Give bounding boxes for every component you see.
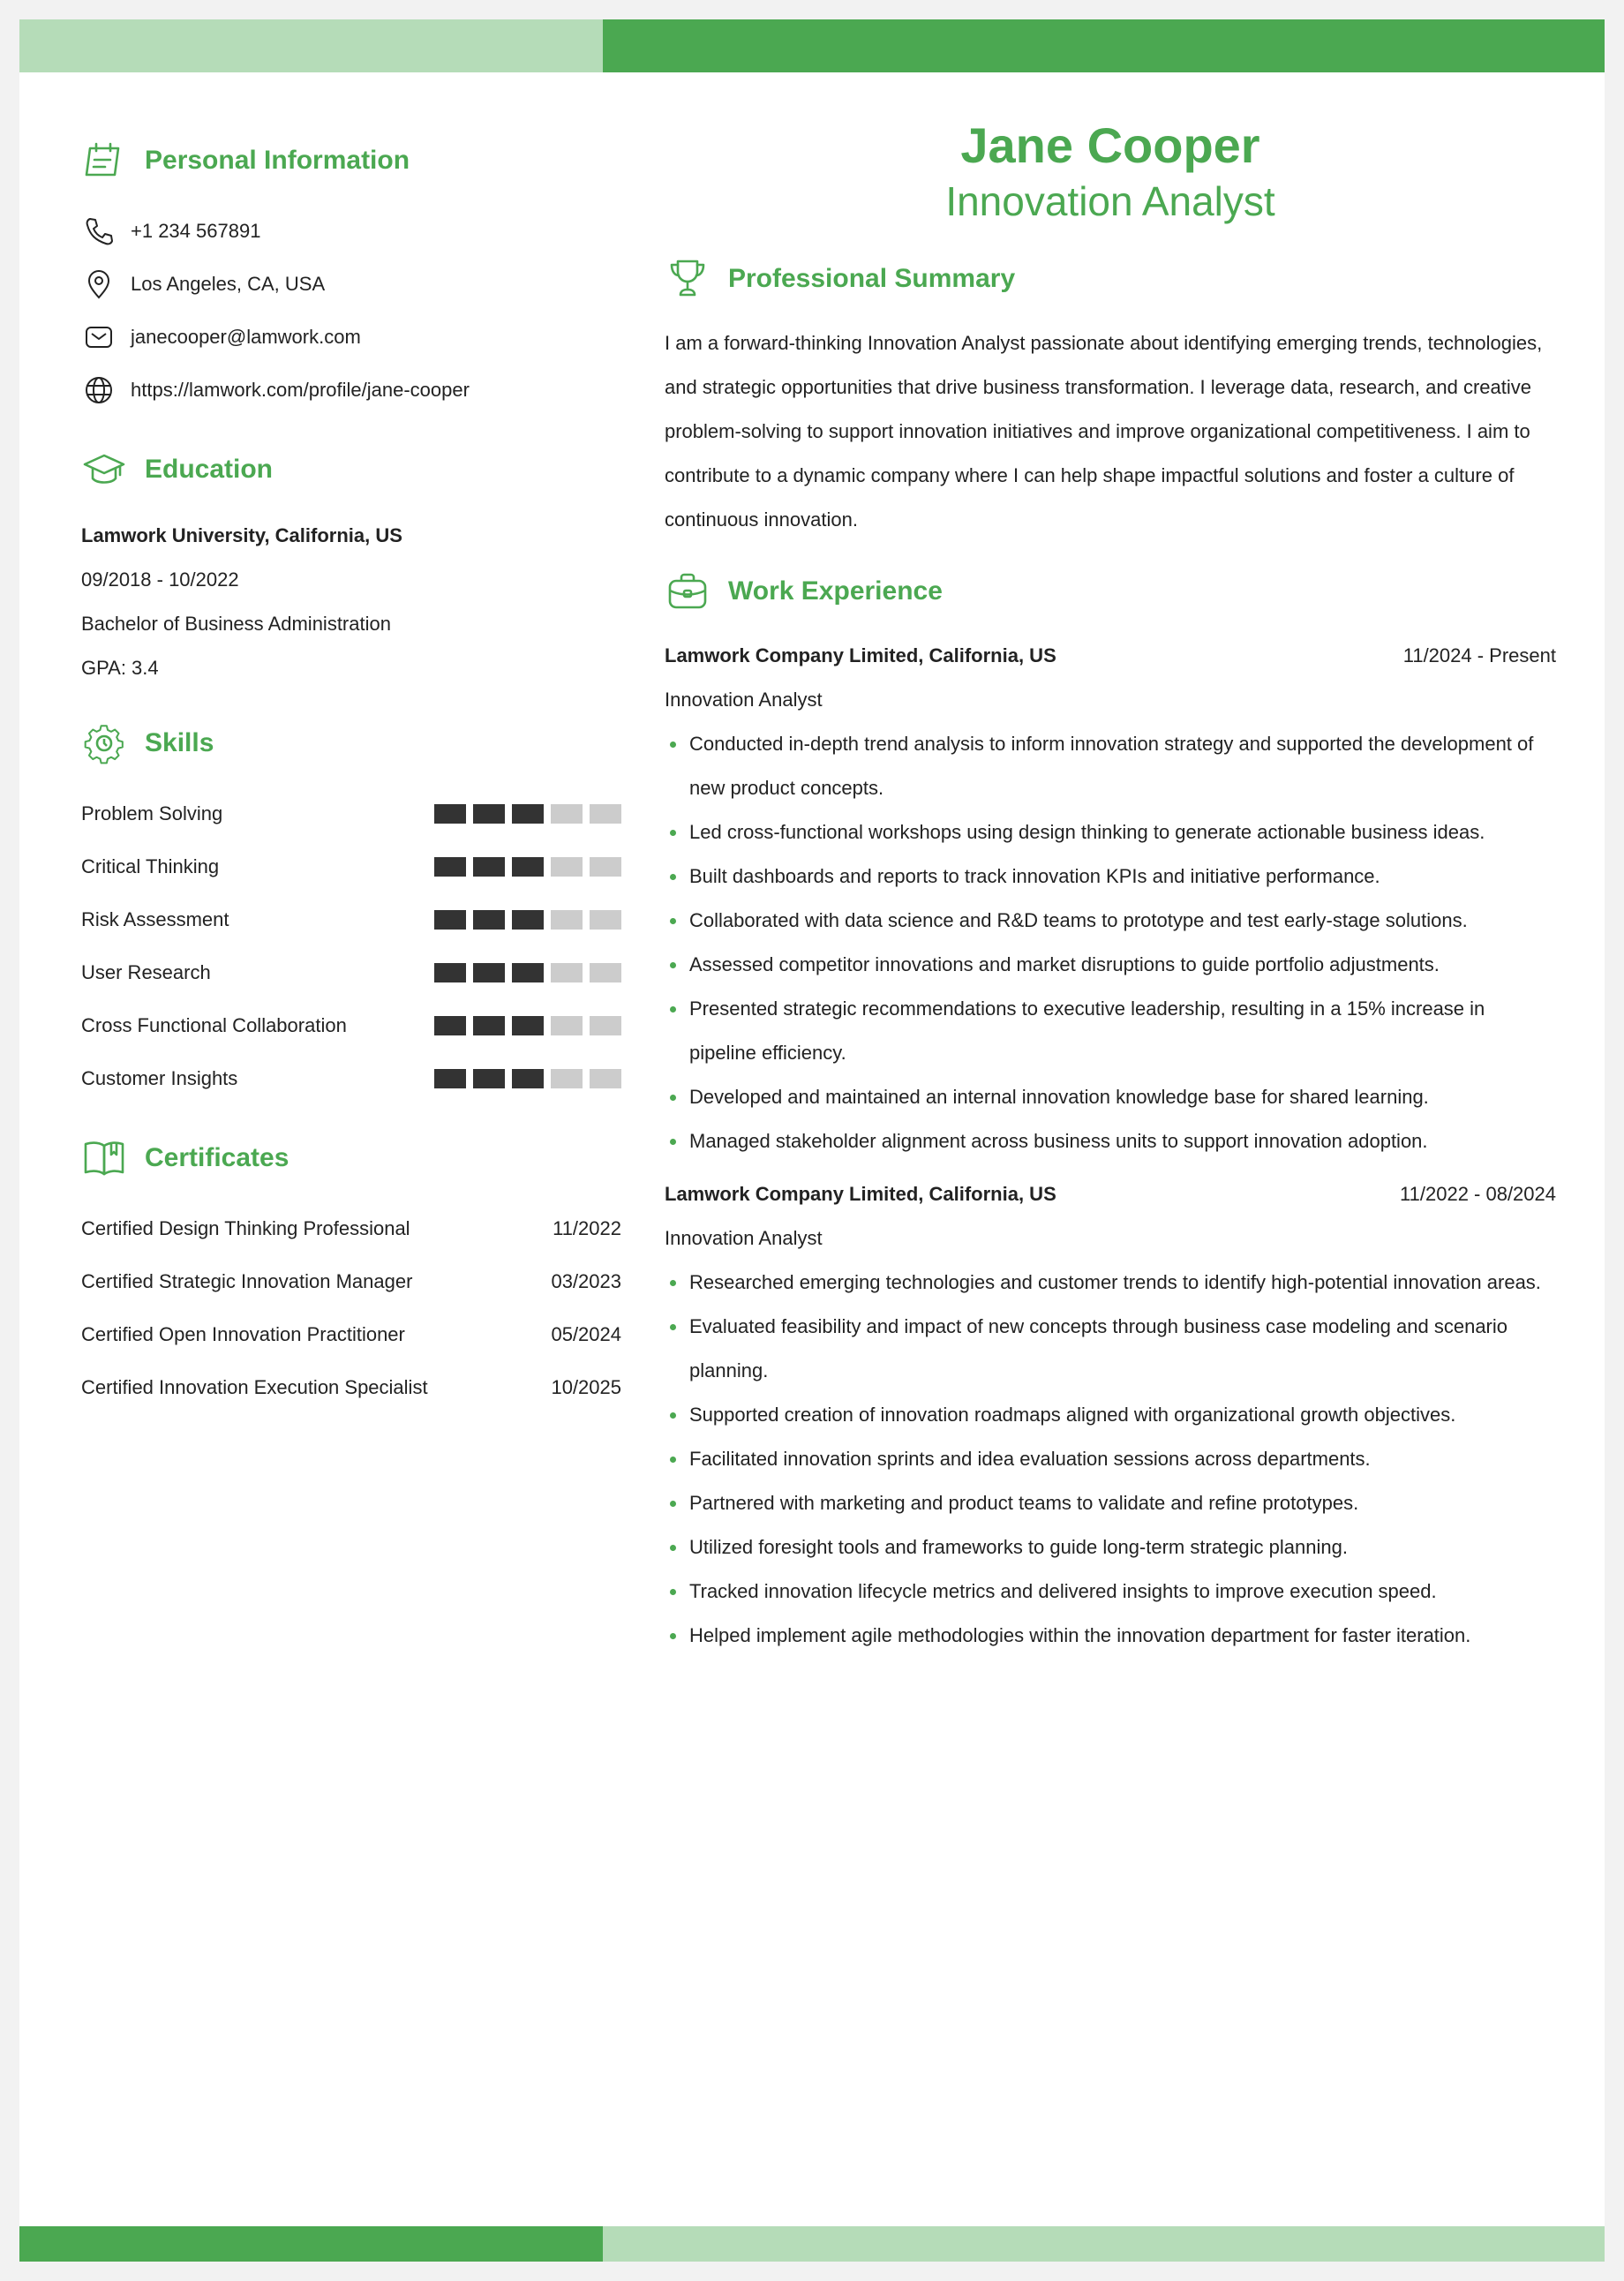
candidate-role: Innovation Analyst [945,178,1275,224]
education-school: Lamwork University, California, US [81,524,402,546]
skill-block-filled [473,963,505,982]
skills-section-title: Skills [145,728,214,757]
job-header [665,634,1556,678]
left-column [81,134,621,1414]
top-band-right [603,19,1605,72]
skill-block-filled [512,804,544,824]
job-bullet: Partnered with marketing and product teams to validate and refine prototypes. [665,1481,1556,1525]
location-text: Los Angeles, CA, USA [131,273,326,295]
skill-block-filled [512,857,544,877]
skill-level-bar [434,1016,621,1035]
certificate-date: 05/2024 [551,1323,621,1345]
certificate-date: 11/2022 [553,1217,621,1239]
certificate-row [81,1308,621,1361]
job-dates: 11/2024 - Present [1402,644,1556,666]
skill-block-empty [590,857,621,877]
job-bullet: Built dashboards and reports to track innovation KPIs and initiative performance. [665,854,1556,899]
phone-text: +1 234 567891 [131,220,261,242]
globe-icon [81,373,117,408]
job-dates: 11/2022 - 08/2024 [1400,1183,1556,1205]
skill-block-filled [434,857,466,877]
summary-text [665,321,1556,542]
skill-level-bar [434,910,621,930]
certificate-row [81,1202,621,1255]
summary-line: and strategic opportunities that drive business transformation. I leverage data, research, and creative [665,376,1531,398]
job-bullet: Conducted in-depth trend analysis to inform innovation strategy and supported the development of new product concepts. [665,722,1556,810]
job-position: Innovation Analyst [665,689,823,711]
education-dates: 09/2018 - 10/2022 [81,568,239,591]
education-section-header [81,443,621,496]
job-entry [665,634,1556,1163]
certificate-name: Certified Open Innovation Practitioner [81,1323,405,1345]
skill-block-filled [473,1016,505,1035]
summary-line: problem-solving to support innovation initiatives and improve organizational competitiveness. I aim to [665,420,1530,442]
skill-block-empty [590,1069,621,1088]
resume-page [19,19,1605,2262]
envelope-icon [81,320,117,355]
job-bullets [665,722,1556,1163]
skill-row [81,1052,621,1105]
email-text[interactable]: janecooper@lamwork.com [131,326,361,348]
skill-level-bar [434,804,621,824]
job-bullet: Utilized foresight tools and frameworks to guide long-term strategic planning. [665,1525,1556,1570]
job-company: Lamwork Company Limited, California, US [665,1183,1056,1205]
skill-level-bar [434,857,621,877]
skill-row [81,840,621,893]
summary-line: contribute to a dynamic company where I can help shape impactful solutions and foster a culture of [665,464,1515,486]
skill-block-filled [473,804,505,824]
skill-block-filled [473,910,505,930]
skill-block-empty [551,910,583,930]
calendar-note-icon [81,138,127,184]
job-entry [665,1172,1556,1658]
skill-name: Risk Assessment [81,908,229,930]
right-column [665,117,1556,1658]
phone-row [81,205,621,258]
skill-block-filled [473,857,505,877]
briefcase-icon [665,568,710,614]
certificate-name: Certified Strategic Innovation Manager [81,1270,413,1292]
education-degree: Bachelor of Business Administration [81,613,391,635]
certificate-date: 10/2025 [551,1376,621,1398]
website-text[interactable]: https://lamwork.com/profile/jane-cooper [131,379,470,401]
skills-list [81,787,621,1105]
skill-block-empty [551,857,583,877]
location-pin-icon [81,267,117,302]
job-bullet: Researched emerging technologies and customer trends to identify high-potential innovation areas. [665,1261,1556,1305]
job-bullet: Facilitated innovation sprints and idea evaluation sessions across departments. [665,1437,1556,1481]
skill-block-filled [473,1069,505,1088]
personal-section-title: Personal Information [145,146,410,175]
skill-block-empty [551,804,583,824]
job-bullet: Managed stakeholder alignment across business units to support innovation adoption. [665,1119,1556,1163]
graduation-cap-icon [81,447,127,493]
email-row [81,311,621,364]
skill-block-empty [551,963,583,982]
summary-section-header [665,252,1556,305]
skill-level-bar [434,963,621,982]
certificate-date: 03/2023 [551,1270,621,1292]
skill-block-filled [434,1016,466,1035]
summary-line: I am a forward-thinking Innovation Analyst passionate about identifying emerging trends, technologies, [665,332,1543,354]
summary-section-title: Professional Summary [728,264,1016,293]
certificate-row [81,1361,621,1414]
certificate-name: Certified Innovation Execution Specialist [81,1376,428,1398]
location-row [81,258,621,311]
experience-section-header [665,565,1556,618]
experience-section-title: Work Experience [728,576,943,606]
education-section-title: Education [145,455,274,484]
website-row [81,364,621,417]
skill-row [81,946,621,999]
candidate-name: Jane Cooper [960,117,1260,173]
skill-block-filled [434,1069,466,1088]
skill-name: Problem Solving [81,802,223,824]
summary-line: continuous innovation. [665,508,858,531]
skill-block-empty [551,1016,583,1035]
skill-level-bar [434,1069,621,1088]
skill-row [81,787,621,840]
bottom-band-right [603,2226,1605,2262]
job-bullet: Presented strategic recommendations to executive leadership, resulting in a 15% increase in pipeline efficiency. [665,987,1556,1075]
job-bullet: Helped implement agile methodologies within the innovation department for faster iteration. [665,1614,1556,1658]
skill-block-filled [512,910,544,930]
trophy-icon [665,256,710,302]
job-bullets [665,1261,1556,1658]
skill-row [81,999,621,1052]
job-bullet: Assessed competitor innovations and market disruptions to guide portfolio adjustments. [665,943,1556,987]
education-gpa: GPA: 3.4 [81,657,159,679]
skill-name: Cross Functional Collaboration [81,1014,347,1036]
personal-section-header [81,134,621,187]
phone-icon [81,214,117,249]
skill-block-empty [590,910,621,930]
skill-block-empty [590,804,621,824]
job-bullet: Led cross-functional workshops using design thinking to generate actionable business ideas. [665,810,1556,854]
certificate-name: Certified Design Thinking Professional [81,1217,410,1239]
job-bullet: Tracked innovation lifecycle metrics and delivered insights to improve execution speed. [665,1570,1556,1614]
skill-name: User Research [81,961,211,983]
skill-block-filled [512,963,544,982]
skill-block-filled [434,804,466,824]
skill-block-filled [512,1069,544,1088]
job-bullet: Developed and maintained an internal innovation knowledge base for shared learning. [665,1075,1556,1119]
skills-section-header [81,717,621,770]
skill-block-filled [512,1016,544,1035]
bottom-band-left [19,2226,603,2262]
open-book-icon [81,1135,127,1181]
skill-block-filled [434,910,466,930]
skill-block-empty [590,963,621,982]
skill-block-empty [590,1016,621,1035]
skill-row [81,893,621,946]
skill-name: Critical Thinking [81,855,220,877]
job-bullet: Collaborated with data science and R&D teams to prototype and test early-stage solutions. [665,899,1556,943]
job-bullet: Evaluated feasibility and impact of new concepts through business case modeling and scenario planning. [665,1305,1556,1393]
certificates-section-title: Certificates [145,1143,289,1172]
skill-block-empty [551,1069,583,1088]
job-bullet: Supported creation of innovation roadmaps aligned with organizational growth objectives. [665,1393,1556,1437]
job-position: Innovation Analyst [665,1227,823,1249]
job-header [665,1172,1556,1216]
skill-block-filled [434,963,466,982]
job-company: Lamwork Company Limited, California, US [665,644,1056,666]
top-band-left [19,19,603,72]
gear-icon [81,720,127,766]
certificates-section-header [81,1132,621,1185]
skill-name: Customer Insights [81,1067,238,1089]
certificate-row [81,1255,621,1308]
